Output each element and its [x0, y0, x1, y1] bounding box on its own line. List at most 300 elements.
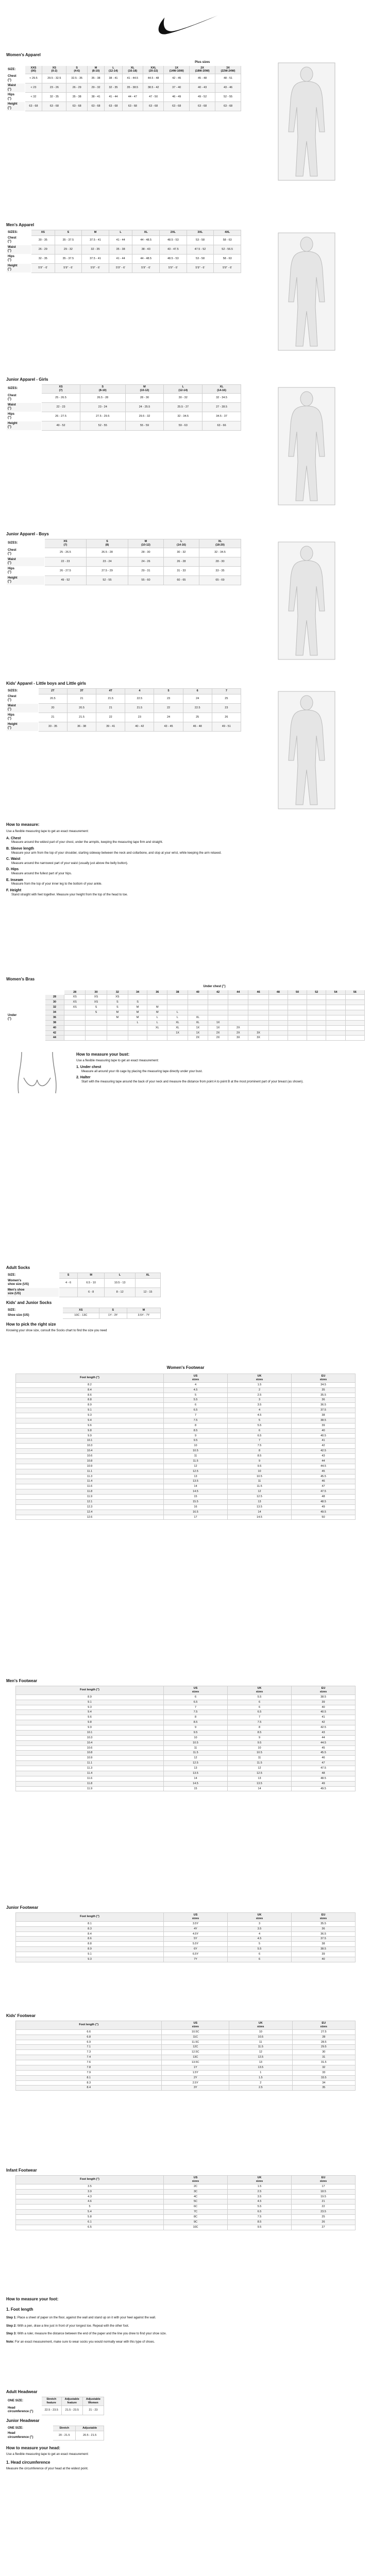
column-header: UK sizes: [227, 1686, 291, 1695]
table-row: [16, 1428, 356, 1433]
table-cell: 49 - 51: [212, 722, 241, 731]
size-label: SIZES:: [7, 230, 31, 236]
column-header: Stretch: [53, 2426, 76, 2431]
row-label: Head circumference ("): [7, 2405, 42, 2415]
table-cell: 4.5: [164, 1387, 228, 1393]
table-row: [7, 93, 241, 102]
table-cell: 13: [164, 1474, 228, 1479]
row-label: Height ("): [7, 102, 25, 111]
table-cell: 8.1: [16, 1921, 164, 1926]
table-cell: L: [167, 1010, 188, 1015]
table-cell: 59 - 63: [164, 421, 203, 430]
section-title: Adult Headwear: [6, 2389, 38, 2394]
measure-heading: 2. Halter: [76, 1076, 91, 1079]
table-cell: 10.5: [164, 1449, 228, 1454]
table-cell: 8.9: [16, 1694, 164, 1700]
table-cell: 55 - 59: [125, 421, 164, 430]
table-cell: 29 - 32: [55, 245, 82, 254]
column-header: L: [105, 1273, 135, 1279]
table-cell: 10.9: [16, 1464, 164, 1469]
table-cell: M: [128, 1010, 147, 1015]
size-header: S: [55, 230, 82, 236]
section-title: Women's Footwear: [166, 1365, 205, 1370]
table-row: [16, 2035, 356, 2040]
table-cell: 49 - 52: [42, 421, 80, 430]
kids_footwear-section: [6, 2010, 365, 2165]
table-cell: [228, 1010, 248, 1015]
step-item: [6, 2332, 365, 2336]
table-cell: 8: [227, 1725, 291, 1731]
table-cell: 2: [227, 1387, 291, 1393]
table-cell: 40 - 43: [190, 83, 215, 93]
table-cell: [248, 1005, 268, 1010]
column-header: Foot length ("): [16, 1374, 164, 1383]
column-header: 30: [86, 990, 107, 995]
table-cell: 39 - 41: [96, 722, 125, 731]
table-cell: 13.5: [227, 1504, 291, 1510]
table-row: [7, 575, 241, 585]
table-cell: [288, 1030, 307, 1036]
table-cell: 23: [154, 694, 183, 703]
section-title: Women's Bras: [6, 977, 35, 981]
table-cell: [167, 995, 188, 1000]
table-cell: L: [128, 1020, 147, 1025]
table-cell: 27 - 28.5: [203, 402, 241, 412]
table-cell: 9.4: [16, 1418, 164, 1423]
table-cell: [268, 1020, 288, 1025]
table-row: [7, 1010, 365, 1015]
table-cell: 9: [164, 1725, 228, 1731]
table-cell: 30: [292, 2050, 356, 2055]
table-cell: 20: [38, 703, 67, 713]
table-cell: 5'9" - 6': [31, 263, 55, 273]
measure-text: Measure around the narrowest part of your waist (usually just above the belly button).: [11, 861, 128, 865]
table-cell: [268, 1005, 288, 1010]
column-header: 48: [268, 990, 288, 995]
table-row: [16, 2225, 356, 2230]
table-cell: 37 - 40: [164, 83, 190, 93]
column-header: 44: [228, 990, 248, 995]
column-header: 38: [167, 990, 188, 995]
table-cell: 46: [291, 1479, 355, 1484]
table-cell: 49: [291, 1781, 355, 1786]
table-cell: 10.5: [164, 1740, 228, 1745]
table-row: [7, 83, 241, 93]
row-label: 32: [45, 1005, 64, 1010]
table-cell: [268, 1036, 288, 1041]
table-cell: 8: [164, 1423, 228, 1428]
junior_girls-size-table: [6, 384, 241, 431]
table-cell: 63 - 68: [87, 102, 104, 111]
table-cell: [307, 995, 326, 1000]
table-cell: 3X: [248, 1030, 268, 1036]
table-cell: 14.5: [164, 1781, 228, 1786]
column-header: Adjustable feature: [61, 2397, 82, 2406]
row-label: 28: [45, 995, 64, 1000]
table-row: [7, 412, 241, 421]
table-cell: 63 - 68: [190, 102, 215, 111]
mens_footwear-table: [15, 1686, 356, 1791]
table-cell: 3.5: [227, 1926, 291, 1931]
table-cell: 6: [227, 1700, 291, 1705]
table-cell: [326, 1000, 345, 1005]
table-cell: 38 - 43: [132, 245, 160, 254]
table-cell: 27: [291, 2225, 355, 2230]
table-cell: [345, 1005, 364, 1010]
table-cell: 12C: [162, 2045, 229, 2050]
table-cell: 22 - 23: [42, 402, 80, 412]
table-cell: 4.5: [227, 2199, 291, 2205]
under-chest-label: Under chest ("): [64, 985, 365, 990]
table-cell: [307, 1025, 326, 1030]
table-cell: 35 - 37.5: [55, 235, 82, 245]
table-row: [16, 2184, 356, 2189]
table-row: [7, 245, 241, 254]
table-cell: 1.5: [229, 2075, 292, 2080]
section-title: How to measure your foot:: [6, 2297, 59, 2301]
table-cell: 53 - 58: [187, 254, 214, 263]
measure-heading: E. Inseam: [6, 878, 23, 882]
table-row: [7, 74, 241, 83]
table-cell: S: [107, 1005, 128, 1010]
table-cell: 42.5: [291, 1725, 355, 1731]
measure-item: [6, 847, 365, 855]
table-cell: 36: [291, 1398, 355, 1403]
table-cell: 12 - 15: [135, 1287, 160, 1297]
table-cell: 5.5: [227, 1694, 291, 1700]
table-cell: 4: [227, 1931, 291, 1937]
column-header: EU sizes: [291, 1913, 355, 1922]
table-cell: 11.5: [227, 1761, 291, 1766]
table-cell: 42: [291, 1720, 355, 1725]
table-cell: 28.5: [292, 2040, 356, 2045]
table-cell: XL: [188, 1015, 208, 1020]
table-cell: 21.5 - 23.5: [61, 2405, 82, 2415]
column-header: S: [99, 1308, 127, 1313]
table-cell: [107, 1030, 128, 1036]
table-cell: 5.5Y: [164, 1942, 228, 1947]
table-cell: 4.5: [227, 1937, 291, 1942]
table-cell: 21: [67, 694, 96, 703]
table-row: [7, 2431, 104, 2441]
table-cell: [107, 1020, 128, 1025]
table-cell: 11: [229, 2040, 292, 2045]
kids-socks-table: [6, 1308, 161, 1319]
table-cell: [228, 1005, 248, 1010]
table-row: [16, 1454, 356, 1459]
table-cell: 37.5 - 41: [82, 254, 109, 263]
table-row: [16, 1756, 356, 1761]
table-row: [7, 1287, 161, 1297]
table-cell: 33.5: [292, 2075, 356, 2080]
table-cell: 8.5: [164, 1720, 228, 1725]
table-cell: 3: [227, 1398, 291, 1403]
column-header: 42: [208, 990, 228, 995]
table-cell: 16: [164, 1504, 228, 1510]
table-cell: 8.5: [227, 1454, 291, 1459]
table-cell: 4.6: [16, 2199, 164, 2205]
table-cell: [268, 1015, 288, 1020]
table-cell: M: [107, 1010, 128, 1015]
table-cell: 26 - 27.5: [44, 566, 86, 575]
table-cell: 49 - 52: [44, 575, 86, 585]
table-cell: 26 - 29: [31, 245, 55, 254]
column-header: Foot length ("): [16, 1913, 164, 1922]
table-cell: 25 - 26.5: [42, 393, 80, 402]
table-cell: 11: [227, 1756, 291, 1761]
table-cell: 6: [227, 1957, 291, 1962]
table-cell: 8.4: [16, 2086, 162, 2091]
table-cell: 22.5: [125, 694, 154, 703]
table-cell: 48.5: [291, 1499, 355, 1504]
table-cell: 6.1: [16, 2219, 164, 2225]
table-cell: L: [147, 1020, 167, 1025]
table-cell: 39: [291, 1700, 355, 1705]
table-cell: 9.1: [16, 1408, 164, 1413]
table-cell: 33 - 35: [38, 722, 67, 731]
table-cell: 25: [212, 694, 241, 703]
table-cell: XL: [147, 1025, 167, 1030]
table-cell: 9.3: [16, 1705, 164, 1710]
table-cell: 38: [291, 1942, 355, 1947]
junior_footwear-table: [15, 1912, 356, 1962]
table-cell: [208, 1010, 228, 1015]
table-cell: 10: [164, 1735, 228, 1740]
womens_apparel-section: [6, 49, 365, 219]
step-label: Step 2:: [6, 2324, 17, 2328]
column-header: UK sizes: [227, 2176, 291, 2184]
intro-text: Use a flexible measuring tape to get an exact measurement:: [6, 830, 89, 833]
size-header: S (4-6): [66, 65, 87, 74]
section-title: Kids' and Junior Socks: [6, 1300, 52, 1305]
table-cell: 63 - 68: [25, 102, 42, 111]
table-row: [16, 1761, 356, 1766]
measure-item: [76, 1065, 303, 1074]
table-cell: S: [86, 1005, 107, 1010]
table-cell: 7.5: [227, 2215, 291, 2220]
table-row: [16, 1735, 356, 1740]
table-cell: 3X: [248, 1036, 268, 1041]
table-cell: 22.5 - 23.5: [41, 2405, 61, 2415]
table-cell: 40: [291, 1957, 355, 1962]
table-cell: 31: [292, 2055, 356, 2060]
step-item: [6, 2316, 365, 2320]
table-cell: 41: [291, 1438, 355, 1444]
table-cell: 5Y: [164, 1937, 228, 1942]
measure-text: Measure around the fullest part of your hips.: [11, 872, 72, 875]
infant_footwear-section: [6, 2165, 365, 2294]
table-row: [16, 1942, 356, 1947]
row-label: 44: [45, 1036, 64, 1041]
table-cell: 6.5: [164, 1408, 228, 1413]
row-label: 34: [45, 1010, 64, 1015]
table-cell: 40.5: [291, 1710, 355, 1715]
womens_footwear-section: [6, 1361, 365, 1675]
table-cell: 24: [154, 713, 183, 722]
column-header: 56: [345, 990, 364, 995]
table-cell: [107, 1025, 128, 1030]
table-row: [16, 2060, 356, 2065]
table-cell: 6Y: [164, 1947, 228, 1952]
womens_footwear-table: [15, 1374, 356, 1520]
size-header: 3XL: [187, 230, 214, 236]
table-cell: L: [147, 1015, 167, 1020]
section-title: Kids' Footwear: [6, 2013, 36, 2018]
table-cell: 7.6: [16, 2060, 162, 2065]
table-cell: 9.5: [227, 1740, 291, 1745]
table-cell: [326, 1015, 345, 1020]
table-cell: 12: [227, 1489, 291, 1495]
table-cell: [307, 1030, 326, 1036]
table-cell: 45.5: [291, 1474, 355, 1479]
table-cell: 36: [291, 1926, 355, 1931]
measure-item: [6, 878, 365, 887]
bust-figure: [6, 1047, 68, 1109]
table-cell: 8.5: [227, 1730, 291, 1735]
table-cell: 63 - 68: [42, 102, 66, 111]
column-header: 32: [107, 990, 128, 995]
table-cell: 21.5: [125, 703, 154, 713]
table-cell: 9.5: [164, 1730, 228, 1735]
measure-heading: D. Hips: [6, 868, 19, 872]
table-cell: 8.4: [16, 1387, 164, 1393]
table-cell: 43 - 46: [215, 83, 241, 93]
table-cell: [268, 1025, 288, 1030]
table-cell: 43: [291, 1454, 355, 1459]
table-cell: 10C - 13C: [63, 1313, 99, 1319]
table-cell: 5'9" - 6': [214, 263, 241, 273]
row-label: 36: [45, 1015, 64, 1020]
table-cell: 43 - 47.5: [160, 245, 187, 254]
size-label: SIZE:: [7, 1273, 59, 1279]
table-cell: 9C: [164, 2219, 228, 2225]
table-cell: 1Y: [162, 2065, 229, 2070]
measure-heading: B. Sleeve length: [6, 846, 35, 851]
table-cell: 17: [164, 1515, 228, 1520]
size-header: 5: [154, 689, 183, 694]
table-cell: 8.8: [16, 1942, 164, 1947]
table-cell: [288, 1020, 307, 1025]
size-header: 6: [183, 689, 212, 694]
table-cell: < 23: [25, 83, 42, 93]
step-item: [6, 2341, 365, 2345]
table-cell: 49 - 52: [190, 93, 215, 102]
table-cell: 9: [227, 1459, 291, 1464]
table-cell: 4: [164, 1382, 228, 1387]
table-cell: 12.5: [227, 1771, 291, 1776]
table-cell: 11.8: [16, 1781, 164, 1786]
table-cell: 6.5Y: [164, 1952, 228, 1957]
table-cell: 3: [227, 1921, 291, 1926]
row-label: Chest ("): [7, 235, 31, 245]
size-header: XL: [132, 230, 160, 236]
table-cell: 10.6: [16, 1745, 164, 1751]
table-row: [16, 1720, 356, 1725]
table-cell: 12.5: [229, 2055, 292, 2060]
table-cell: [288, 1005, 307, 1010]
table-cell: 48: [291, 1771, 355, 1776]
table-cell: 8.9: [16, 1947, 164, 1952]
size-header: XS (7): [42, 385, 80, 394]
column-header: UK sizes: [227, 1913, 291, 1922]
table-cell: 5.8: [16, 2215, 164, 2220]
table-cell: XS: [107, 995, 128, 1000]
table-cell: 6: [227, 1428, 291, 1433]
table-cell: [307, 1036, 326, 1041]
column-header: Stretch feature: [41, 2397, 61, 2406]
table-cell: 14: [227, 1510, 291, 1515]
table-cell: 2X: [188, 1036, 208, 1041]
table-cell: 2: [229, 2080, 292, 2086]
table-row: [16, 1464, 356, 1469]
table-cell: 36 - 38: [67, 722, 96, 731]
table-cell: 7.1: [16, 2045, 162, 2050]
table-cell: 11.5: [164, 1751, 228, 1756]
table-cell: < 32: [25, 93, 42, 102]
table-cell: 32 - 34.5: [164, 412, 203, 421]
table-cell: 43 - 45: [154, 722, 183, 731]
table-cell: [248, 1015, 268, 1020]
column-header: XL: [135, 1273, 160, 1279]
table-cell: [147, 1036, 167, 1041]
step-text: With a ruler, measure the distance between the end of the paper and the line you drew to find your shoe size.: [17, 2332, 167, 2335]
table-cell: 38.5: [291, 1694, 355, 1700]
table-cell: 6: [164, 1403, 228, 1408]
table-cell: 8.5: [227, 2219, 291, 2225]
table-cell: 25.5 - 27: [164, 402, 203, 412]
table-cell: [167, 1036, 188, 1041]
column-header: S: [59, 1273, 78, 1279]
table-row: [7, 393, 241, 402]
table-cell: 1X: [188, 1025, 208, 1030]
table-cell: 5.5: [164, 1398, 228, 1403]
table-cell: 8C: [164, 2215, 228, 2220]
junior_girls-section: [6, 374, 365, 529]
table-row: [16, 1771, 356, 1776]
row-label: Hips ("): [7, 713, 39, 722]
size-label: SIZES:: [7, 689, 39, 694]
column-header: EU sizes: [291, 1686, 355, 1695]
table-cell: [248, 1020, 268, 1025]
table-cell: 9: [227, 1735, 291, 1740]
size-header: M: [82, 230, 109, 236]
table-cell: 31 - 33: [163, 566, 199, 575]
table-cell: 27.5: [292, 2029, 356, 2035]
table-row: [16, 1449, 356, 1454]
column-header: US sizes: [164, 2176, 228, 2184]
column-header: 46: [248, 990, 268, 995]
row-label: 42: [45, 1030, 64, 1036]
table-cell: 10.8: [16, 1751, 164, 1756]
table-row: [7, 402, 241, 412]
table-cell: 6.9: [16, 2040, 162, 2045]
table-row: [16, 1766, 356, 1771]
table-cell: 2.5: [227, 2189, 291, 2194]
table-cell: 49.5: [291, 1786, 355, 1791]
step-label: Note:: [6, 2340, 14, 2344]
row-label: Hips ("): [7, 93, 25, 102]
table-cell: [345, 1030, 364, 1036]
table-cell: L: [167, 1015, 188, 1020]
section-title: Junior Headwear: [6, 2418, 40, 2423]
table-cell: 2X: [228, 1025, 248, 1030]
measure-heading: C. Waist: [6, 857, 21, 861]
table-cell: 11: [164, 1745, 228, 1751]
table-cell: 49.5: [291, 1510, 355, 1515]
row-label: Chest ("): [7, 393, 42, 402]
table-row: [16, 1423, 356, 1428]
table-row: [7, 1278, 161, 1287]
